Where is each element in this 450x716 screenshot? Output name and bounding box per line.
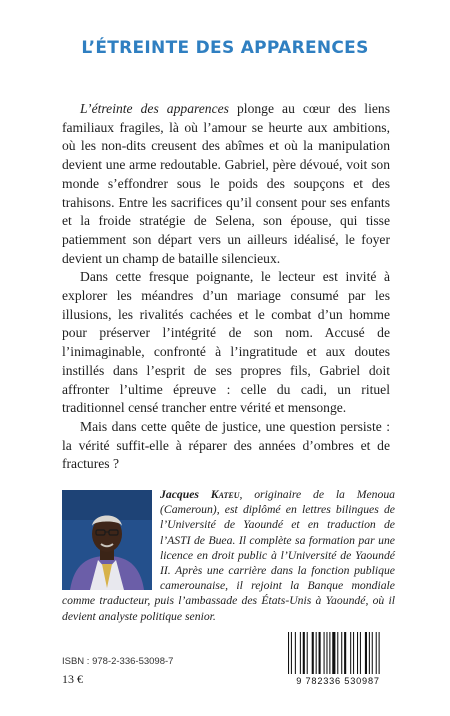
barcode <box>282 630 394 688</box>
blurb-paragraph-3: Mais dans cette quête de justice, une question persiste : la vérité suffit-elle à réparer des années d’ombres et de fractures ? <box>62 418 390 472</box>
author-last-name: Kateu <box>210 488 240 501</box>
price: 13 € <box>62 672 83 686</box>
blurb-paragraph-2: Dans cette fresque poignante, le lecteur est invité à explorer les méandres d’un mariage consumé par les illusions, les rivalités cachées et le combat d’un homme pour préserver l’intégrité de son nom. Accusé de l’inimaginable, confronté à l’ingratitude et aux doutes instillés dans l’esprit de ses propres fils, Gabriel doit affronter l’ultime épreuve : celle du cadi, un rituel traditionnel censé trancher entre vérité et mensonge. <box>62 269 390 416</box>
barcode-bars <box>282 630 394 676</box>
book-title: L’ÉTREINTE DES APPARENCES <box>81 38 369 58</box>
author-bio-text: , originaire de la Menoua (Cameroun), est diplômé en lettres bilingues de l’Université de Yaoundé et en traduction de l’ASTI de Buea. Il complète sa formation par une licence en droit public à l’Université de Yaoundé II. Après une carrière dans la fonction publique camerounaise, il rejoint la Banque mondiale comme traducteur, puis l’ambassade des États-Unis à Yaoundé, où il devient analyste politique senior. <box>62 488 396 623</box>
author-first-name: Jacques <box>160 488 199 501</box>
author-section <box>62 487 395 624</box>
barcode-digits: 9 782336 530987 <box>296 676 380 686</box>
author-photo <box>62 490 152 590</box>
blurb-paragraph-1-text: plonge au cœur des liens familiaux fragiles, là où l’amour se heurte aux ambitions, où les non-dits creusent des abîmes et où la manipulation devient une arme redoutable. Gabriel, père dévoué, voit son monde s’effondrer sous le poids des soupçons et des trahisons. Entre les sacrifices qu’il consent pour ses enfants et la froide stratégie de Selena, son épouse, qui tisse patiemment son départ vers un ailleurs idéalisé, le foyer devient un champ de bataille silencieux. <box>62 101 390 266</box>
back-cover-blurb <box>62 100 390 474</box>
blurb-paragraph-1 <box>62 100 390 268</box>
isbn: ISBN : 978-2-336-53098-7 <box>62 656 174 667</box>
blurb-book-title: L’étreinte des apparences <box>80 101 229 116</box>
